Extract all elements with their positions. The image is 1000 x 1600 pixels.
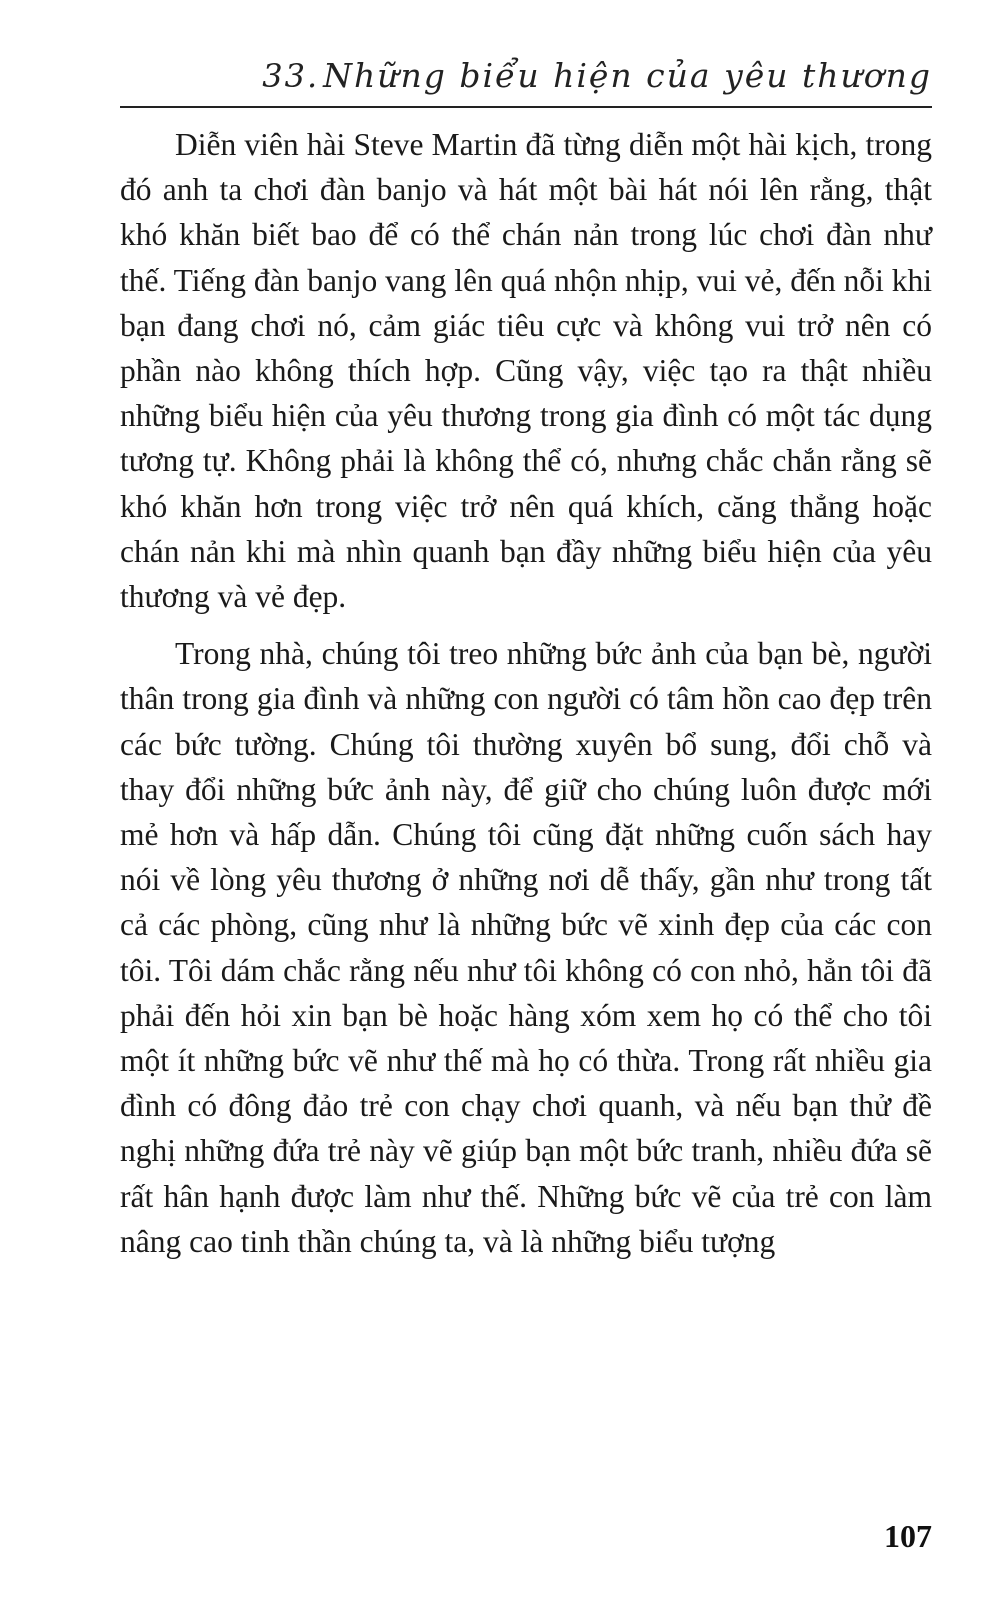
paragraph-1: Diễn viên hài Steve Martin đã từng diễn một hài kịch, trong đó anh ta chơi đàn banjo và hát một bài hát nói lên rằng, thật khó khăn biết bao để có thể chán nản trong lúc chơi đàn như thế. Tiếng đàn banjo vang lên quá nhộn nhịp, vui vẻ, đến nỗi khi bạn đang chơi nó, cảm giác tiêu cực và không vui trở nên có phần nào không thích hợp. Cũng vậy, việc tạo ra thật nhiều những biểu hiện của yêu thương trong gia đình có một tác dụng tương tự. Không phải là không thể có, nhưng chắc chắn rằng sẽ khó khăn hơn trong việc trở nên quá khích, căng thẳng hoặc chán nản khi mà nhìn quanh bạn đầy những biểu hiện của yêu thương và vẻ đẹp. xyxy=(120,127,932,615)
chapter-title: Những biểu hiện của yêu thương xyxy=(323,56,932,95)
paragraph-2: Trong nhà, chúng tôi treo những bức ảnh của bạn bè, người thân trong gia đình và những con người có tâm hồn cao đẹp trên các bức tường. Chúng tôi thường xuyên bổ sung, đổi chỗ và thay đổi những bức ảnh này, để giữ cho chúng luôn được mới mẻ hơn và hấp dẫn. Chúng tôi cũng đặt những cuốn sách hay nói về lòng yêu thương ở những nơi dễ thấy, gần như trong tất cả các phòng, cũng như là những bức vẽ xinh đẹp của các con tôi. Tôi dám chắc rằng nếu như tôi không có con nhỏ, hẳn tôi đã phải đến hỏi xin bạn bè hoặc hàng xóm xem họ có thể cho tôi một ít những bức vẽ như thế mà họ có thừa. Trong rất nhiều gia đình có đông đảo trẻ con chạy chơi quanh, và nếu bạn thử đề nghị những đứa trẻ này vẽ giúp bạn một bức tranh, nhiều đứa sẽ rất hân hạnh được làm như thế. Những bức vẽ của trẻ con làm nâng cao tinh thần chúng ta, và là những biểu tượng xyxy=(120,636,932,1259)
running-header xyxy=(120,48,932,108)
body-text xyxy=(120,122,932,1264)
chapter-number: 33. xyxy=(262,57,320,95)
page-number: 107 xyxy=(884,1518,932,1554)
